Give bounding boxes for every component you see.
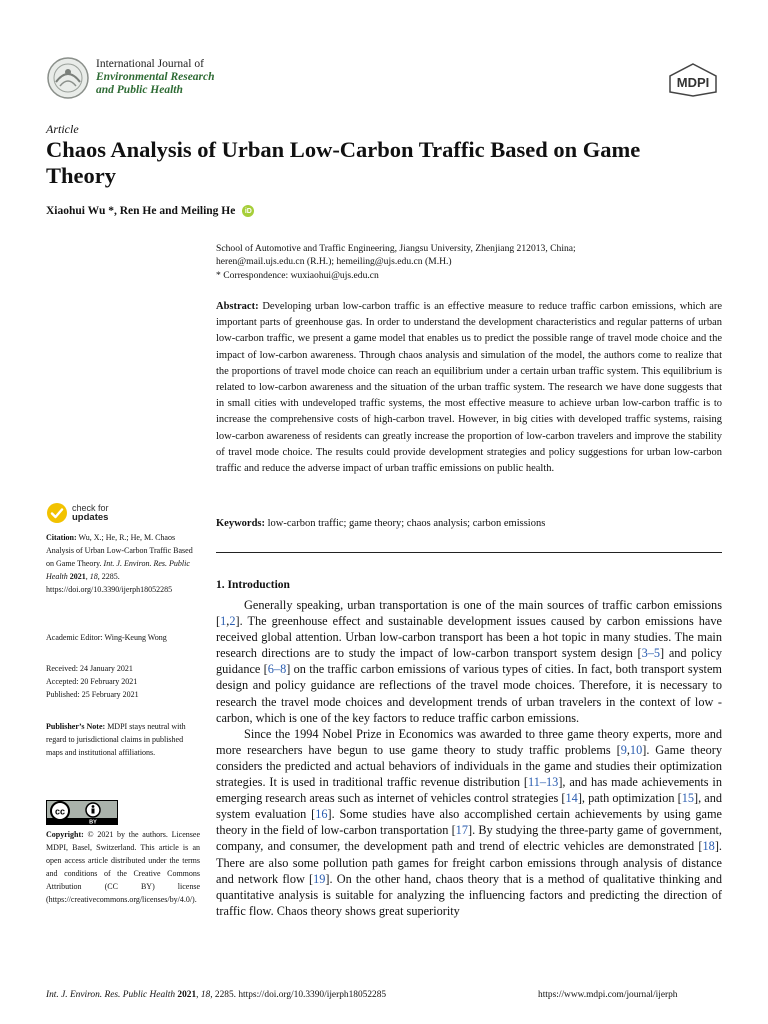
footer-journal: Int. J. Environ. Res. Public Health bbox=[46, 990, 176, 1000]
citation-text: Wu, X.; He, R.; He, M. Chaos Analysis of Urban Low-Carbon Traffic Based on Game Theory. bbox=[46, 533, 193, 569]
section-heading-introduction: 1. Introduction bbox=[216, 579, 290, 591]
journal-logo-icon bbox=[46, 56, 90, 100]
citation-reference-link[interactable]: 19 bbox=[313, 871, 326, 886]
date-accepted: Accepted: 20 February 2021 bbox=[46, 677, 138, 687]
date-received: Received: 24 January 2021 bbox=[46, 664, 133, 673]
citation-reference-link[interactable]: 6–8 bbox=[267, 662, 287, 677]
journal-name-line3: and Public Health bbox=[96, 84, 183, 96]
introduction-body bbox=[216, 597, 722, 919]
academic-editor: Academic Editor: Wing-Keung Wong bbox=[46, 633, 167, 642]
keywords-label: Keywords: bbox=[216, 518, 265, 529]
check-updates-line2: updates bbox=[72, 512, 109, 523]
article-type: Article bbox=[46, 122, 79, 136]
paragraph-text: ]. By studying the three-party game of government, company, and consumer, the development path and trend of electric vehicles are demonstrated [ bbox=[216, 823, 722, 854]
citation-doi[interactable]: , 2285. https://doi.org/10.3390/ijerph18052285 bbox=[46, 572, 173, 595]
citation-reference-link[interactable]: 11–13 bbox=[528, 775, 559, 790]
publication-dates bbox=[46, 662, 200, 701]
citation-reference-link[interactable]: 16 bbox=[315, 807, 328, 822]
paragraph bbox=[216, 726, 722, 919]
paragraph-text: ] on the traffic carbon emissions of various types of cities. In fact, both transport system design and policy guidance are reflections of the travel mode choices. Therefore, it is necessary to research the travel mode choices and development trends of urban travelers in the context of low -carbon, which is one of the key factors to reduce traffic carbon emissions. bbox=[216, 662, 722, 725]
date-published: Published: 25 February 2021 bbox=[46, 690, 139, 700]
citation-label: Citation: bbox=[46, 533, 77, 542]
citation-volume: 18 bbox=[89, 572, 98, 582]
abstract-label: Abstract: bbox=[216, 301, 259, 312]
check-for-updates-badge[interactable] bbox=[46, 502, 109, 524]
citation-block: Citation: Wu, X.; He, R.; He, M. Chaos Analysis of Urban Low-Carbon Traffic Based on Game Theory. Int. J. Environ. Res. Public Health 2021, 18, 2285. https://doi.org/10.3390/ijerph18052285 bbox=[46, 533, 193, 595]
journal-name-line1: International Journal of bbox=[96, 58, 204, 70]
citation-year: 2021 bbox=[69, 572, 86, 582]
copyright-label: Copyright: bbox=[46, 830, 84, 839]
author-list bbox=[46, 205, 254, 217]
orcid-icon[interactable]: iD bbox=[242, 205, 254, 217]
citation-journal: Int. J. Environ. Res. Public Health bbox=[46, 559, 190, 582]
paragraph-text: ]. On the other hand, chaos theory that is a method of qualitative thinking and quantitative analysis is suitable for analyzing the influencing factors and predicting the direction of traffic flow. Chaos theory shows great superiority bbox=[216, 871, 722, 918]
paragraph-text: ] and policy guidance [ bbox=[216, 646, 722, 677]
correspondence-line: * Correspondence: wuxiaohui@ujs.edu.cn bbox=[216, 269, 379, 281]
footer-journal-url[interactable]: https://www.mdpi.com/journal/ijerph bbox=[538, 990, 678, 1000]
paragraph-text: ], and system evaluation [ bbox=[216, 791, 722, 822]
mdpi-logo-icon bbox=[666, 62, 720, 98]
paragraph-text: ]. The greenhouse effect and sustainable development issues caused by carbon emissions have received global attention. Urban low-carbon transport has been a hot topic in many studies. The main research directions are to study the impact of low-carbon transport system design [ bbox=[216, 614, 722, 661]
journal-name-line2: Environmental Research bbox=[96, 71, 215, 83]
keywords-text: low-carbon traffic; game theory; chaos analysis; carbon emissions bbox=[267, 518, 546, 529]
citation-reference-link[interactable]: 2 bbox=[229, 614, 236, 629]
check-updates-line1: check for bbox=[72, 503, 109, 513]
affiliations bbox=[216, 242, 722, 282]
citation-reference-link[interactable]: 17 bbox=[455, 823, 468, 838]
publisher-note-label: Publisher’s Note: bbox=[46, 722, 106, 731]
footer-volume: 18 bbox=[200, 990, 211, 1000]
citation-reference-link[interactable]: 15 bbox=[681, 791, 694, 806]
paragraph-text: Generally speaking, urban transportation is one of the main sources of traffic carbon emissions [ bbox=[216, 598, 722, 629]
copyright-notice bbox=[46, 828, 200, 907]
paragraph-text: ]. There are also some pollution path games for freight carbon emissions through analysis of distance and network flow [ bbox=[216, 839, 722, 886]
footer-citation: Int. J. Environ. Res. Public Health 2021, 18, 2285. https://doi.org/10.3390/ijerph18052285 bbox=[46, 990, 387, 1000]
cc-by-license-icon[interactable] bbox=[46, 800, 118, 825]
mdpi-logo-text: MDPI bbox=[676, 75, 710, 90]
citation-reference-link[interactable]: 10 bbox=[629, 742, 643, 757]
paper-title: Chaos Analysis of Urban Low-Carbon Traffic Based on Game Theory bbox=[46, 137, 641, 188]
copyright-text: © 2021 by the authors. Licensee MDPI, Basel, Switzerland. This article is an open access article distributed under the terms and conditions of the Creative Commons Attribution (CC BY) license (https://creativecommons.org/licenses/by/4.0/). bbox=[46, 830, 201, 905]
paragraph-text: Since the 1994 Nobel Prize in Economics was awarded to three game theory experts, more and more researchers have begun to use game theory to study traffic problems [ bbox=[216, 726, 722, 757]
footer-doi[interactable]: , 2285. https://doi.org/10.3390/ijerph18052285 bbox=[210, 990, 387, 1000]
citation-reference-link[interactable]: 9 bbox=[620, 742, 627, 757]
abstract bbox=[216, 299, 722, 477]
publisher-note bbox=[46, 720, 200, 759]
paragraph-text: ], and has made achievements in emerging research areas such as internet of vehicles control strategies [ bbox=[216, 775, 722, 806]
svg-text:cc: cc bbox=[54, 806, 66, 817]
paragraph-text: ]. Some studies have also accomplished certain achievements by using game theory in the field of low-carbon transportation [ bbox=[216, 807, 723, 838]
abstract-text: Developing urban low-carbon traffic is an effective measure to reduce traffic carbon emissions, which are important parts of greenhouse gas. In order to understand the development characteristics and regular patterns of urban low-carbon traffic, we present a game model that enables us to predict the possible range of travel mode choice and the impact of low-carbon awareness. Through chaos analysis and simulation of the model, the authors come to realize that the proportions of travel mode choice can reach an equilibrium under a certain urban traffic system. This equilibrium is related to low-carbon awareness and the situation of the urban traffic system. The research we have done suggests that in small cities with undeveloped traffic systems, the most effective measure to achieve urban low-carbon traffic is to increase the comprehensive costs of high-carbon travel. However, in big cities with developed traffic systems, raising low-carbon awareness of residents can greatly increase the proportion of low-carbon travelers and improve the stability of travel mode choice. The results could provide development strategies and policy suggestions for urban low-carbon traffic and reduce the adverse impact of urban traffic emissions on public health. bbox=[216, 301, 723, 475]
affiliation-line: School of Automotive and Traffic Engineering, Jiangsu University, Zhenjiang 212013, China; bbox=[216, 243, 576, 254]
paragraph-text: , bbox=[226, 614, 230, 629]
citation-reference-link[interactable]: 14 bbox=[565, 791, 578, 806]
section-divider bbox=[216, 552, 722, 553]
paragraph bbox=[216, 597, 722, 726]
citation-reference-link[interactable]: 3–5 bbox=[641, 646, 661, 661]
cc-by-label: BY bbox=[89, 819, 97, 825]
authors-text: Xiaohui Wu *, Ren He and Meiling He bbox=[46, 205, 236, 217]
footer-year: 2021 bbox=[177, 990, 197, 1000]
paragraph-text: , bbox=[626, 742, 630, 757]
paragraph-text: ], path optimization [ bbox=[577, 791, 682, 806]
citation-reference-link[interactable]: 18 bbox=[702, 839, 715, 854]
publisher-note-text: MDPI stays neutral with regard to jurisdictional claims in published maps and institutional affiliations. bbox=[46, 722, 186, 758]
citation-reference-link[interactable]: 1 bbox=[220, 614, 227, 629]
journal-name bbox=[96, 58, 215, 97]
paragraph-text: ]. Game theory considers the predicted and actual behaviors of individuals in the game and studies their optimization strategies. It is used in traditional traffic revenue distribution [ bbox=[216, 742, 722, 790]
check-updates-icon bbox=[46, 502, 68, 524]
affiliation-line: heren@mail.ujs.edu.cn (R.H.); hemeiling@ujs.edu.cn (M.H.) bbox=[216, 256, 452, 268]
keywords bbox=[216, 518, 722, 529]
